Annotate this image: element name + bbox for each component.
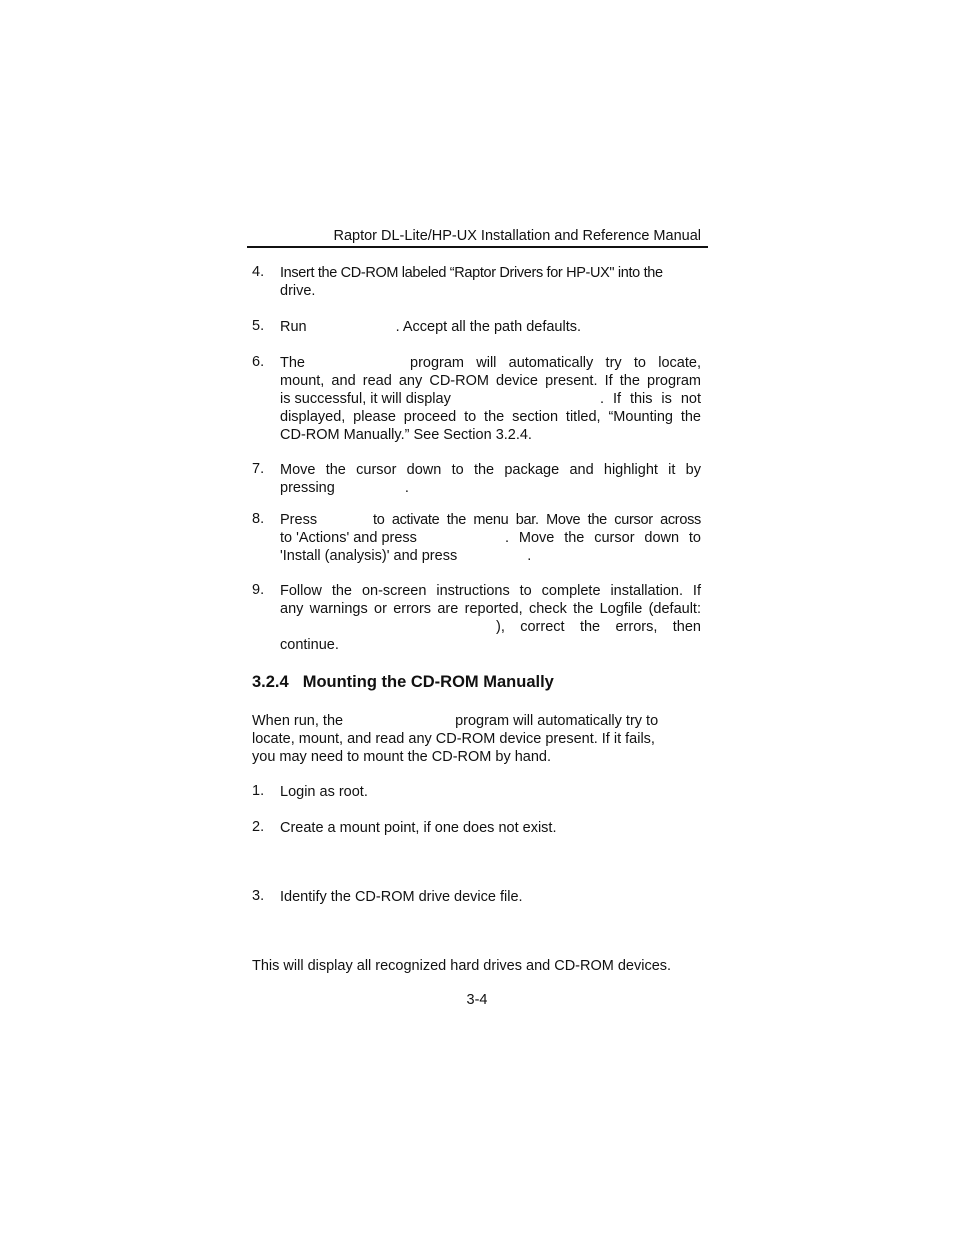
step-9-text: continue. xyxy=(280,637,339,653)
step-5 xyxy=(280,318,701,336)
step-number: 8. xyxy=(252,511,265,527)
step-5-text-b: . Accept all the path defaults. xyxy=(395,319,582,335)
intro-text: When run, the xyxy=(252,713,344,729)
intro-text: program will automatically try to xyxy=(455,713,659,729)
step-6-text: . If this is not xyxy=(600,391,701,407)
intro-paragraph xyxy=(252,712,702,766)
section-heading xyxy=(252,673,554,692)
step-6 xyxy=(280,354,701,444)
manual-step-number: 1. xyxy=(252,783,265,799)
manual-step-number: 2. xyxy=(252,819,265,835)
manual-step-number: 3. xyxy=(252,888,265,904)
step-8-text: to activate the menu bar. Move the cursor across xyxy=(373,512,701,528)
step-6-text: CD-ROM Manually.” See Section 3.2.4. xyxy=(280,427,532,443)
step-8-text: to 'Actions' and press xyxy=(280,530,417,546)
section-number: 3.2.4 xyxy=(252,673,289,691)
step-number: 7. xyxy=(252,461,265,477)
step-number: 6. xyxy=(252,354,265,370)
step-6-text: displayed, please proceed to the section titled, “Mounting the xyxy=(280,409,701,425)
manual-step-3: Identify the CD-ROM drive device file. xyxy=(280,889,523,905)
step-4-line-2: drive. xyxy=(280,283,316,299)
step-9-text: ), correct the errors, then xyxy=(496,619,701,635)
header-rule xyxy=(247,246,708,248)
step-9-text: any warnings or errors are reported, check the Logfile (default: xyxy=(280,601,701,617)
closing-paragraph: This will display all recognized hard drives and CD-ROM devices. xyxy=(252,958,672,974)
step-6-text: program will automatically try to locate, xyxy=(410,355,701,371)
manual-step-1: Login as root. xyxy=(280,784,368,800)
step-7-text: pressing xyxy=(280,480,335,496)
step-9 xyxy=(280,582,701,654)
step-number: 5. xyxy=(252,318,265,334)
step-7 xyxy=(280,461,701,497)
step-6-text: is successful, it will display xyxy=(280,391,451,407)
running-header: Raptor DL-Lite/HP-UX Installation and Reference Manual xyxy=(333,228,701,244)
step-8-text: . Move the cursor down to xyxy=(505,530,701,546)
step-6-text: The xyxy=(280,355,305,371)
step-5-text-a: Run xyxy=(280,319,307,335)
step-7-text: Move the cursor down to the package and highlight it by xyxy=(280,462,701,478)
step-4-line-1: Insert the CD-ROM labeled “Raptor Drivers for HP-UX" into the xyxy=(280,265,663,281)
step-7-text: . xyxy=(404,480,409,496)
step-number: 4. xyxy=(252,264,265,280)
intro-text: you may need to mount the CD-ROM by hand. xyxy=(252,749,552,765)
step-number: 9. xyxy=(252,582,265,598)
step-4 xyxy=(280,264,701,300)
page-number: 3-4 xyxy=(466,992,488,1008)
section-title: Mounting the CD-ROM Manually xyxy=(302,673,554,691)
manual-step-2: Create a mount point, if one does not exist. xyxy=(280,820,557,836)
step-8-text: Press xyxy=(280,512,318,528)
step-9-text: Follow the on-screen instructions to complete installation. If xyxy=(280,583,701,599)
step-8-text: 'Install (analysis)' and press xyxy=(280,548,458,564)
step-8-text: . xyxy=(527,548,532,564)
step-8 xyxy=(280,511,701,565)
step-6-text: mount, and read any CD-ROM device present. If the program xyxy=(280,373,701,389)
intro-text: locate, mount, and read any CD-ROM device present. If it fails, xyxy=(252,731,655,747)
